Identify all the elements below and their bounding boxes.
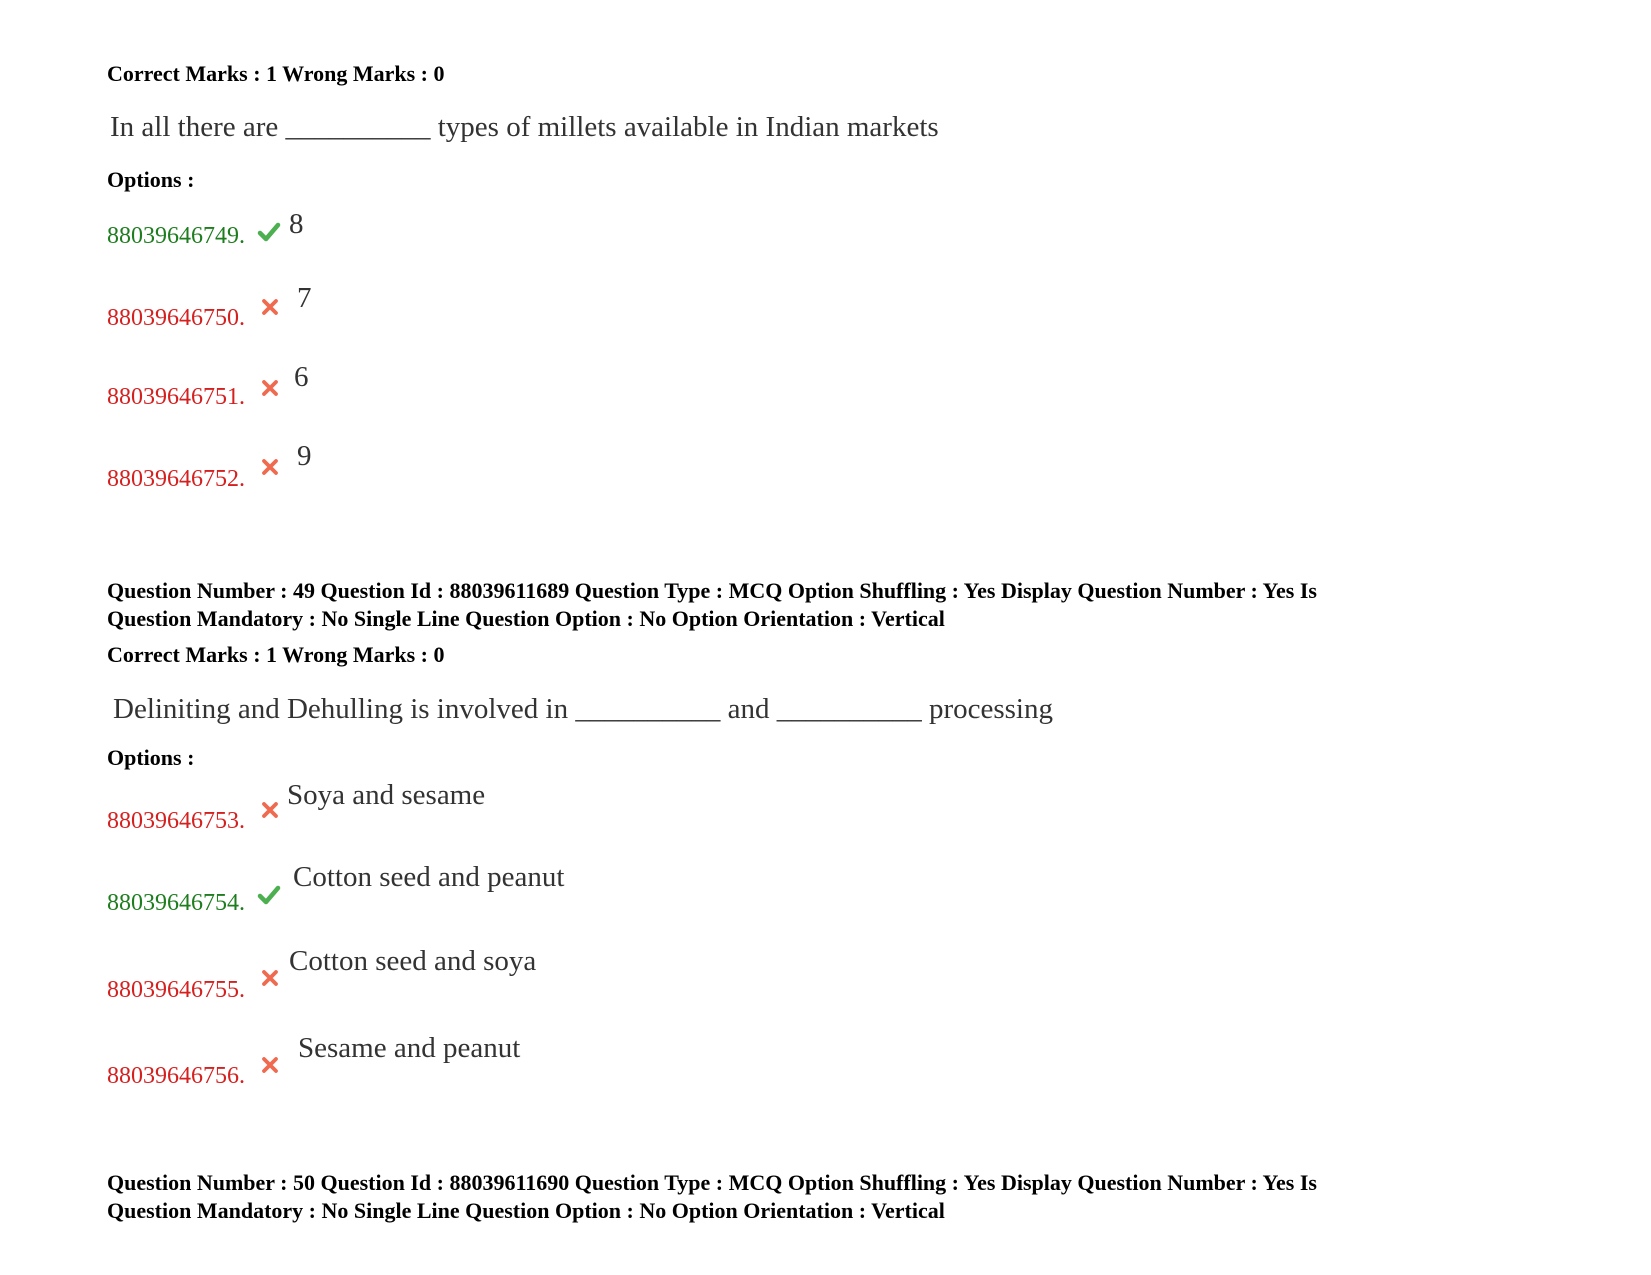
q48-question-text: In all there are __________ types of millets available in Indian markets: [110, 111, 939, 143]
option-id: 88039646755.: [107, 977, 245, 1003]
cross-icon: [261, 1056, 279, 1074]
q49-marks: Correct Marks : 1 Wrong Marks : 0: [107, 642, 445, 667]
check-icon: [257, 883, 281, 907]
option-text: 6: [294, 361, 309, 393]
option-text: 9: [297, 440, 312, 472]
option-text: Sesame and peanut: [298, 1032, 521, 1064]
option-id: 88039646754.: [107, 890, 245, 916]
q48-marks: Correct Marks : 1 Wrong Marks : 0: [107, 61, 445, 86]
option-text: 7: [297, 282, 312, 314]
option-id: 88039646751.: [107, 384, 245, 410]
option-id: 88039646756.: [107, 1063, 245, 1089]
q49-meta: [107, 577, 1527, 633]
option-text: 8: [289, 208, 304, 240]
cross-icon: [261, 801, 279, 819]
q49-meta-line2: Question Mandatory : No Single Line Question Option : No Option Orientation : Vertical: [107, 606, 945, 631]
q49-options-label: Options :: [107, 745, 195, 770]
cross-icon: [261, 379, 279, 397]
q49-meta-line1: Question Number : 49 Question Id : 88039611689 Question Type : MCQ Option Shuffling : Yes Display Question Number : Yes Is: [107, 578, 1317, 603]
q50-meta: [107, 1169, 1527, 1225]
option-id: 88039646752.: [107, 466, 245, 492]
check-icon: [257, 220, 281, 244]
q48-options-label: Options :: [107, 167, 195, 192]
option-text: Cotton seed and soya: [289, 945, 537, 977]
option-text: Cotton seed and peanut: [293, 861, 565, 893]
q49-question-text: Deliniting and Dehulling is involved in __________ and __________ processing: [113, 693, 1053, 725]
cross-icon: [261, 298, 279, 316]
q50-meta-line1: Question Number : 50 Question Id : 88039611690 Question Type : MCQ Option Shuffling : Yes Display Question Number : Yes Is: [107, 1170, 1317, 1195]
cross-icon: [261, 969, 279, 987]
option-text: Soya and sesame: [287, 779, 486, 811]
cross-icon: [261, 458, 279, 476]
option-id: 88039646749.: [107, 223, 245, 249]
option-id: 88039646750.: [107, 305, 245, 331]
q50-meta-line2: Question Mandatory : No Single Line Question Option : No Option Orientation : Vertical: [107, 1198, 945, 1223]
option-id: 88039646753.: [107, 808, 245, 834]
